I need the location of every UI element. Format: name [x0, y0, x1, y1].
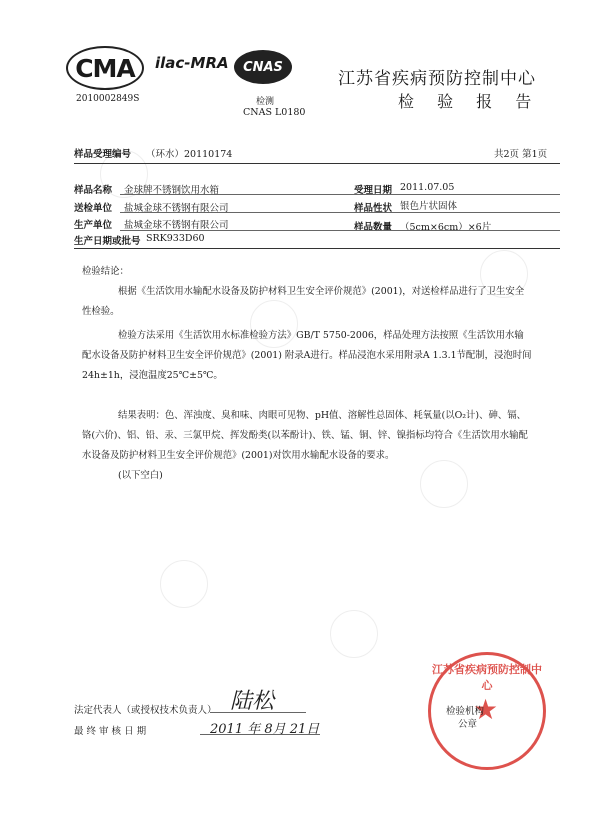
cnas-logo: CNAS — [234, 50, 292, 84]
institution-label: 检验机构 — [446, 706, 485, 717]
seal-label: 公章 — [458, 719, 478, 730]
conclusion-section — [82, 262, 532, 486]
conclusion-paragraph-1: 根据《生活饮用水输配水设备及防护材料卫生安全评价规范》(2001)，对送检样品进行了卫生安全性检验。 — [82, 286, 525, 317]
sample-no-value: （环水）20110174 — [146, 149, 233, 160]
quantity-label: 样品数量 — [354, 222, 393, 233]
date-line — [200, 734, 320, 735]
signature-line — [210, 712, 306, 713]
divider — [74, 248, 560, 249]
sample-name-value: 金球牌不锈钢饮用水箱 — [124, 185, 220, 196]
legal-rep-label: 法定代表人（或授权技术负责人） — [74, 705, 217, 716]
ilac-mra-logo: ilac-MRA — [155, 54, 229, 72]
conclusion-heading: 检验结论： — [82, 266, 129, 277]
sample-name-label: 样品名称 — [74, 185, 113, 196]
batch-label: 生产日期或批号 — [74, 236, 141, 247]
sample-no-label: 样品受理编号 — [74, 149, 132, 160]
report-title: 检 验 报 告 — [398, 92, 541, 111]
underline — [120, 212, 560, 213]
watermark — [330, 610, 378, 658]
cnas-number: CNAS L0180 — [243, 107, 306, 118]
property-label: 样品性状 — [354, 203, 393, 214]
divider — [74, 163, 560, 164]
seal-text: 江苏省疾病预防控制中心 — [432, 663, 542, 692]
cma-logo: CMA — [66, 46, 144, 90]
sender-value: 盐城金球不锈钢有限公司 — [124, 203, 229, 214]
cma-cert-number: 2010002849S — [76, 94, 140, 104]
conclusion-paragraph-3: 结果表明：色、浑浊度、臭和味、肉眼可见物、pH值、溶解性总固体、耗氧量(以O₂计)、砷、镉、铬(六价)、铝、铅、汞、三氯甲烷、挥发酚类(以苯酚计)、铁、锰、铜、锌、镍指标均符合《生活饮用水输配水设备及防护材料卫生安全评价规范》(2001)对饮用水输配水设备的要求。 — [82, 410, 528, 461]
quantity-value: （5cm×6cm）×6片 — [400, 222, 492, 233]
page-count: 共2页 第1页 — [494, 149, 548, 160]
batch-value: SRK933D60 — [146, 233, 205, 244]
star-icon: ★ — [473, 693, 499, 726]
sender-label: 送检单位 — [74, 203, 113, 214]
underline — [120, 194, 560, 195]
conclusion-paragraph-2: 检验方法采用《生活饮用水标准检验方法》GB/T 5750-2006，样品处理方法按照《生活饮用水输配水设备及防护材料卫生安全评价规范》(2001) 附录A进行。样品浸泡水采用附录A 1.3.1节配制，浸泡时间24h±1h，浸泡温度25℃±5℃。 — [82, 330, 532, 381]
maker-value: 盐城金球不锈钢有限公司 — [124, 220, 229, 231]
watermark — [160, 560, 208, 608]
organization-name: 江苏省疾病预防控制中心 — [338, 69, 536, 89]
maker-label: 生产单位 — [74, 220, 113, 231]
blank-below-note: (以下空白) — [118, 470, 163, 481]
property-value: 银色片状固体 — [400, 201, 458, 212]
underline — [120, 230, 560, 231]
cnas-subtitle: 检测 — [256, 97, 275, 107]
receive-date-label: 受理日期 — [354, 185, 393, 196]
receive-date-value: 2011.07.05 — [400, 182, 455, 193]
signature: 陆松 — [230, 689, 275, 714]
review-date-label: 最 终 审 核 日 期 — [74, 726, 147, 737]
review-date: 2011 年 8月 21日 — [210, 722, 320, 737]
